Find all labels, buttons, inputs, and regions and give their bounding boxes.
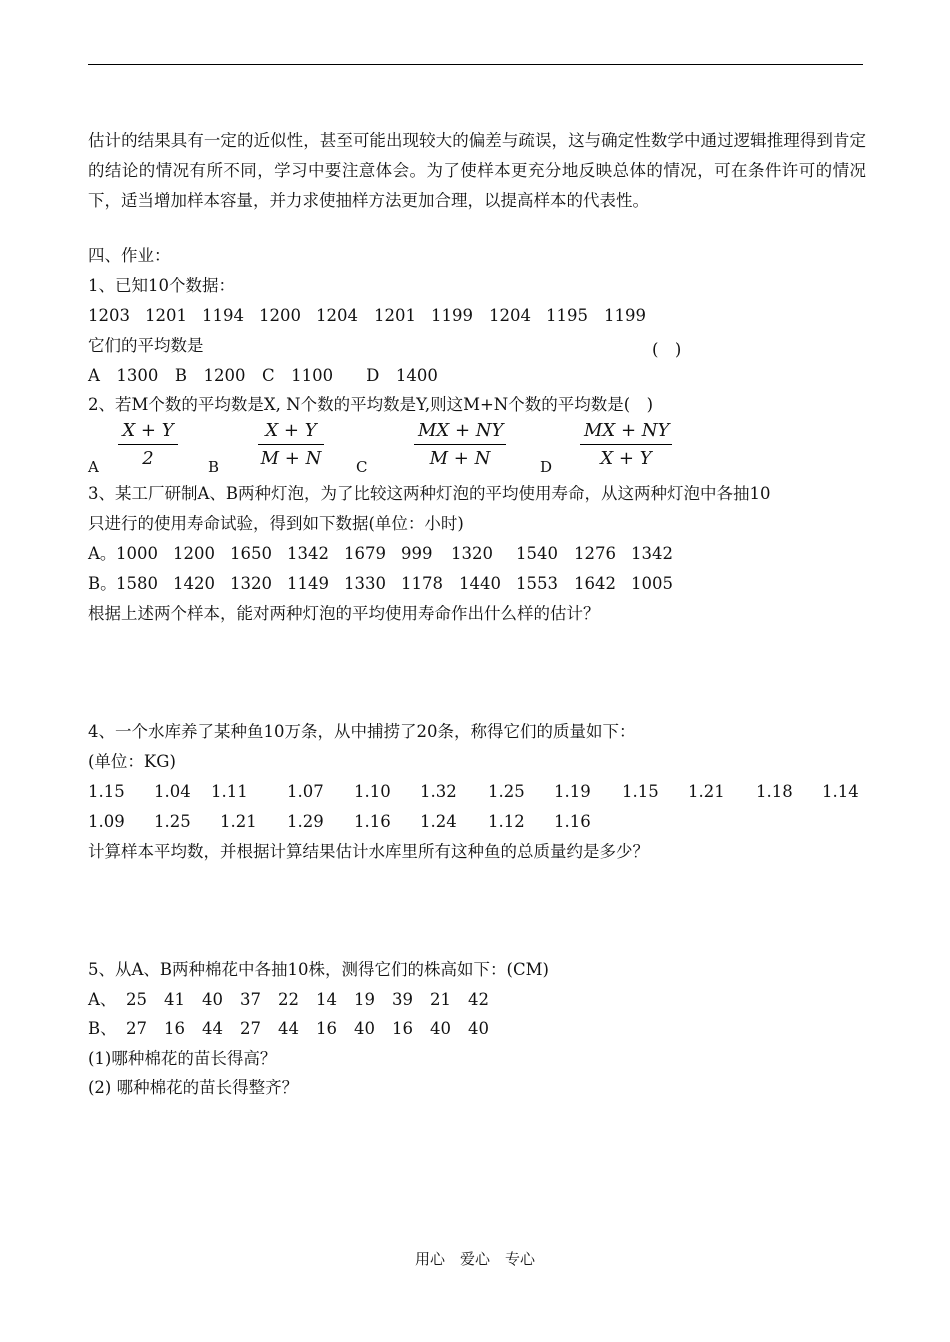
data-value: 21: [430, 990, 451, 1009]
row-label: A。: [88, 544, 117, 563]
data-value: 44: [278, 1019, 299, 1038]
q2-option-a-letter: A: [88, 458, 99, 476]
data-value: 27: [126, 1019, 147, 1038]
data-value: 1005: [631, 574, 673, 593]
fraction-denominator: 2: [142, 448, 154, 469]
data-value: 1320: [451, 544, 493, 563]
q1-options: A 1300 B 1200 C 1100 D 1400: [88, 366, 438, 385]
q4-stem: 4、一个水库养了某种鱼10万条，从中捕捞了20条，称得它们的质量如下：: [88, 722, 636, 741]
data-value: 1.16: [554, 812, 591, 831]
row-label: B、: [88, 1019, 117, 1038]
data-value: 1540: [516, 544, 558, 563]
data-value: 1.16: [354, 812, 391, 831]
data-value: 1200: [259, 306, 301, 325]
data-value: 1203: [88, 306, 130, 325]
data-value: 1204: [316, 306, 358, 325]
data-value: 1420: [173, 574, 215, 593]
data-value: 999: [401, 544, 433, 563]
data-value: 1.19: [554, 782, 591, 801]
fraction-denominator: M + N: [260, 448, 322, 469]
q2-option-a-fraction: [118, 420, 178, 469]
q2-option-b-fraction: [258, 420, 324, 469]
data-value: 1.32: [420, 782, 457, 801]
fraction-denominator: X + Y: [600, 448, 652, 469]
q2-option-d-fraction: [580, 420, 672, 469]
data-value: 1.14: [822, 782, 859, 801]
q5-stem: 5、从A、B两种棉花中各抽10株，测得它们的株高如下：(CM): [88, 960, 549, 979]
data-value: 1342: [631, 544, 673, 563]
q4-row2: [88, 812, 878, 832]
data-value: 1.12: [488, 812, 525, 831]
data-value: 1199: [604, 306, 646, 325]
q4-unit: (单位：KG): [88, 752, 176, 771]
data-value: 1580: [116, 574, 158, 593]
data-value: 1276: [574, 544, 616, 563]
q3-stem-line2: 只进行的使用寿命试验，得到如下数据(单位：小时): [88, 514, 464, 533]
data-value: 40: [354, 1019, 375, 1038]
q5-sub2: (2) 哪种棉花的苗长得整齐？: [88, 1078, 299, 1097]
q3-stem-line1: 3、某工厂研制A、B两种灯泡，为了比较这两种灯泡的平均使用寿命，从这两种灯泡中各抽10: [88, 484, 771, 503]
data-value: 25: [126, 990, 147, 1009]
q2-option-c-letter: C: [356, 458, 368, 476]
fraction-denominator: M + N: [429, 448, 491, 469]
q3-question: 根据上述两个样本，能对两种灯泡的平均使用寿命作出什么样的估计？: [88, 604, 600, 623]
data-value: 42: [468, 990, 489, 1009]
header-rule: [88, 64, 863, 65]
data-value: 1149: [287, 574, 329, 593]
data-value: 1342: [287, 544, 329, 563]
data-value: 1201: [374, 306, 416, 325]
data-value: 16: [316, 1019, 337, 1038]
q5-row-b: [88, 1019, 878, 1039]
section-title: 四、作业：: [88, 246, 171, 265]
fraction-numerator: MX + NY: [414, 420, 506, 445]
data-value: 1.18: [756, 782, 793, 801]
q2-options: [88, 418, 788, 480]
q1-data-row: [88, 306, 878, 326]
q1-question: 它们的平均数是: [88, 336, 204, 355]
q2-option-c-fraction: [414, 420, 506, 469]
data-value: 39: [392, 990, 413, 1009]
data-value: 40: [202, 990, 223, 1009]
q4-row1: [88, 782, 878, 802]
fraction-numerator: X + Y: [118, 420, 178, 445]
data-value: 1320: [230, 574, 272, 593]
data-value: 27: [240, 1019, 261, 1038]
q5-sub1: (1)哪种棉花的苗长得高？: [88, 1049, 277, 1068]
q2-stem: 2、若M个数的平均数是X, N个数的平均数是Y,则这M+N个数的平均数是( ): [88, 395, 654, 414]
data-value: 1.07: [287, 782, 324, 801]
data-value: 1178: [401, 574, 443, 593]
data-value: 1.15: [88, 782, 125, 801]
fraction-numerator: X + Y: [258, 420, 324, 445]
data-value: 14: [316, 990, 337, 1009]
data-value: 1650: [230, 544, 272, 563]
data-value: 16: [392, 1019, 413, 1038]
fraction-numerator: MX + NY: [580, 420, 672, 445]
data-value: 1.04: [154, 782, 191, 801]
data-value: 1679: [344, 544, 386, 563]
data-value: 37: [240, 990, 261, 1009]
data-value: 22: [278, 990, 299, 1009]
q5-row-a: [88, 990, 878, 1010]
q1-stem: 1、已知10个数据：: [88, 276, 235, 295]
data-value: 40: [468, 1019, 489, 1038]
data-value: 1000: [116, 544, 158, 563]
q2-option-b-letter: B: [208, 458, 220, 476]
q1-answer-blank: ( ): [652, 340, 682, 359]
data-value: 1.11: [211, 782, 248, 801]
data-value: 16: [164, 1019, 185, 1038]
data-value: 1.25: [154, 812, 191, 831]
data-value: 1.25: [488, 782, 525, 801]
data-value: 1.21: [220, 812, 257, 831]
q3-row-a: [88, 544, 878, 564]
q2-option-d-letter: D: [540, 458, 553, 476]
data-value: 1204: [489, 306, 531, 325]
data-value: 41: [164, 990, 185, 1009]
data-value: 1.09: [88, 812, 125, 831]
data-value: 1553: [516, 574, 558, 593]
data-value: 44: [202, 1019, 223, 1038]
data-value: 1.15: [622, 782, 659, 801]
data-value: 1.29: [287, 812, 324, 831]
row-label: B。: [88, 574, 117, 593]
data-value: 1199: [431, 306, 473, 325]
data-value: 19: [354, 990, 375, 1009]
row-label: A、: [88, 990, 117, 1009]
intro-paragraph: 估计的结果具有一定的近似性，甚至可能出现较大的偏差与疏误，这与确定性数学中通过逻辑推理得到肯定的结论的情况有所不同，学习中要注意体会。为了使样本更充分地反映总体的情况，可在条件许可的情况下，适当增加样本容量，并力求使抽样方法更加合理，以提高样本的代表性。: [88, 131, 866, 210]
q4-question: 计算样本平均数，并根据计算结果估计水库里所有这种鱼的总质量约是多少？: [88, 842, 649, 861]
q3-row-b: [88, 574, 878, 594]
data-value: 1330: [344, 574, 386, 593]
data-value: 1.10: [354, 782, 391, 801]
data-value: 1.24: [420, 812, 457, 831]
data-value: 1440: [459, 574, 501, 593]
data-value: 1195: [546, 306, 588, 325]
data-value: 1200: [173, 544, 215, 563]
data-value: 1194: [202, 306, 244, 325]
data-value: 1642: [574, 574, 616, 593]
data-value: 1201: [145, 306, 187, 325]
data-value: 40: [430, 1019, 451, 1038]
data-value: 1.21: [688, 782, 725, 801]
page-footer: 用心 爱心 专心: [414, 1250, 535, 1268]
